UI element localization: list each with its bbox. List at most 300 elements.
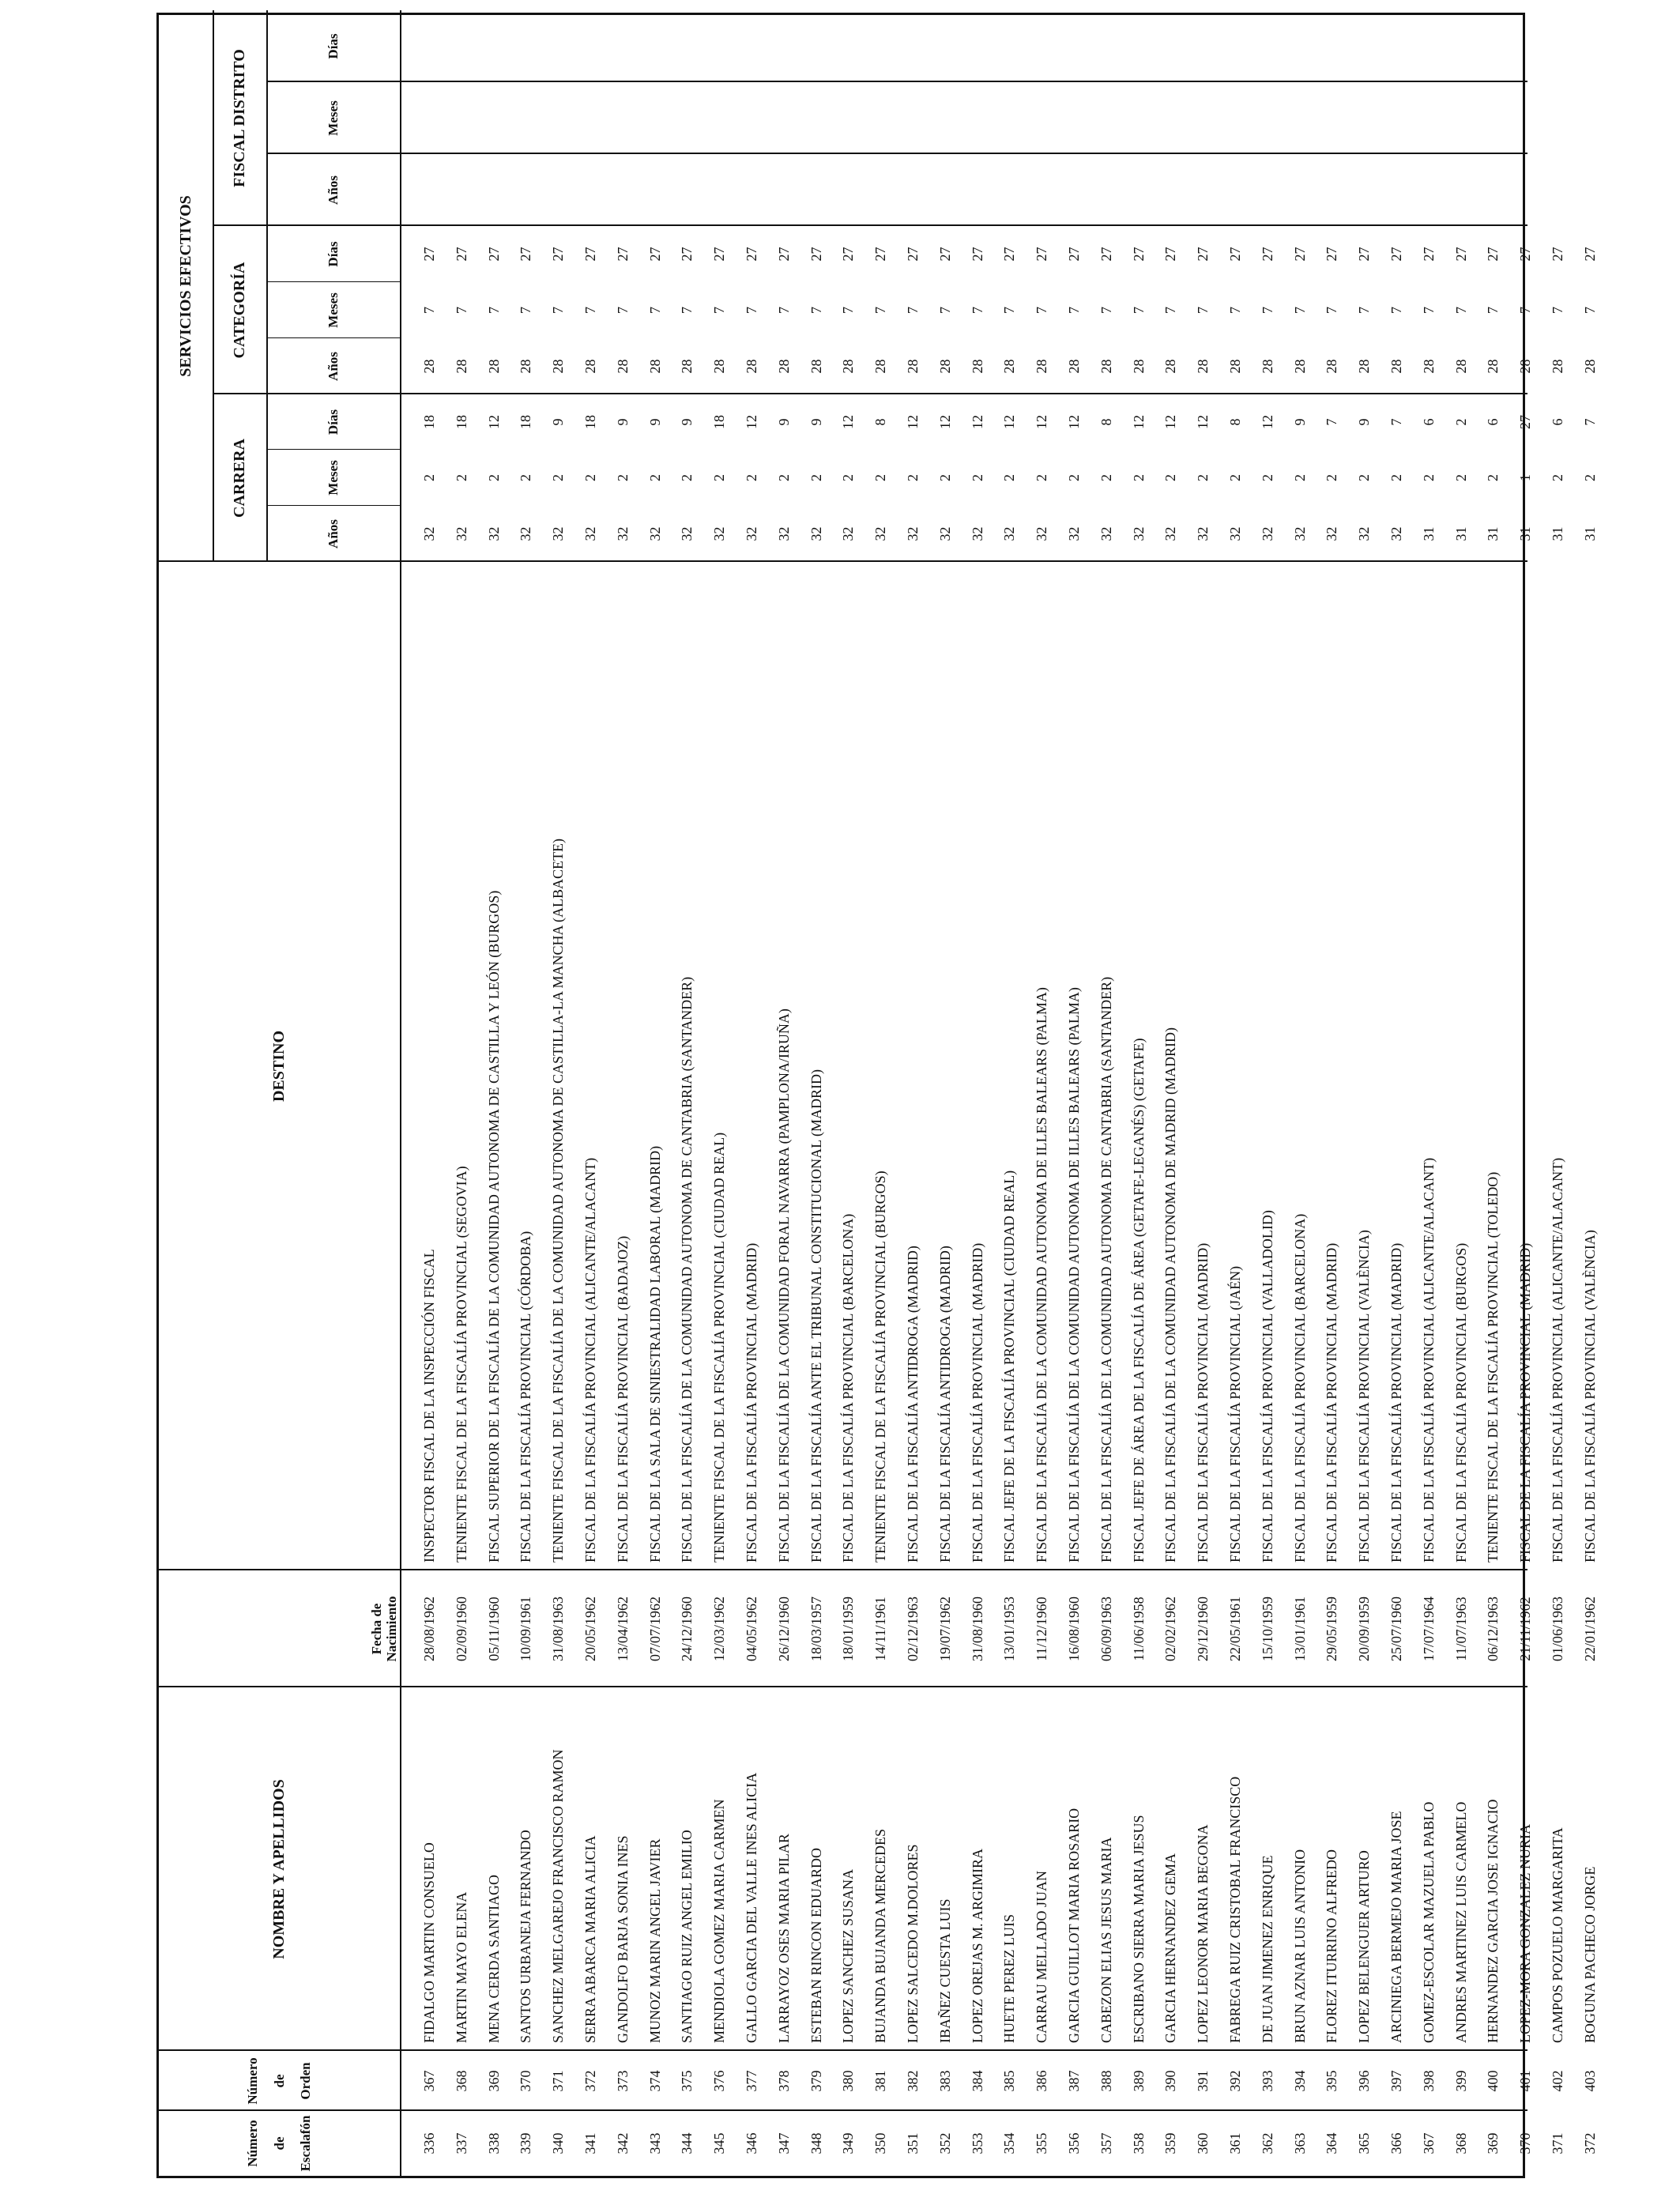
header-distrito-anos: Años bbox=[325, 175, 341, 205]
cell-carrera-meses: 2 bbox=[1420, 474, 1437, 481]
cell-nombre: LOPEZ OREJAS M. ARGIMIRA bbox=[969, 1848, 985, 2043]
cell-carrera-anos: 32 bbox=[1356, 526, 1373, 541]
cell-num-orden: 398 bbox=[1420, 2070, 1437, 2092]
cell-categoria-dias: 27 bbox=[936, 247, 953, 262]
cell-carrera-anos: 32 bbox=[582, 526, 598, 541]
cell-carrera-anos: 32 bbox=[872, 526, 889, 541]
table-row bbox=[768, 10, 800, 2176]
cell-nombre: IBAÑEZ CUESTA LUIS bbox=[936, 1898, 953, 2043]
cell-num-escalafon: 336 bbox=[421, 2132, 437, 2154]
cell-destino: TENIENTE FISCAL DE LA FISCALÍA PROVINCIAL (BURGOS) bbox=[872, 1171, 889, 1563]
cell-num-escalafon: 341 bbox=[582, 2132, 598, 2154]
cell-num-escalafon: 346 bbox=[744, 2132, 759, 2154]
header-num-escalafon-line2: de bbox=[271, 2136, 287, 2151]
cell-carrera-meses: 2 bbox=[872, 474, 889, 481]
cell-destino: FISCAL DE LA FISCALÍA PROVINCIAL (CÓRDOBA) bbox=[518, 1231, 534, 1563]
cell-nombre: LOPEZ SANCHEZ SUSANA bbox=[840, 1868, 857, 2043]
cell-destino: FISCAL DE LA FISCALÍA PROVINCIAL (MADRID) bbox=[969, 1242, 985, 1563]
cell-categoria-dias: 27 bbox=[1356, 247, 1373, 262]
cell-carrera-dias: 12 bbox=[485, 415, 502, 429]
cell-categoria-anos: 28 bbox=[1550, 359, 1565, 374]
cell-nombre: CAMPOS POZUELO MARGARITA bbox=[1550, 1827, 1565, 2043]
cell-carrera-dias: 9 bbox=[808, 418, 824, 426]
cell-fecha-nacimiento: 19/07/1962 bbox=[936, 1596, 953, 1662]
table-row bbox=[703, 10, 736, 2176]
cell-carrera-meses: 2 bbox=[775, 474, 792, 481]
cell-categoria-anos: 28 bbox=[969, 359, 985, 374]
cell-destino: FISCAL DE LA FISCALÍA ANTIDROGA (MADRID) bbox=[905, 1246, 921, 1563]
cell-carrera-dias: 9 bbox=[679, 418, 695, 426]
cell-categoria-dias: 27 bbox=[1130, 247, 1147, 262]
cell-carrera-meses: 2 bbox=[1195, 474, 1211, 481]
cell-carrera-anos: 32 bbox=[1162, 526, 1179, 541]
header-num-orden-line3: Orden bbox=[298, 2062, 314, 2100]
cell-carrera-meses: 2 bbox=[1485, 474, 1501, 481]
cell-categoria-dias: 27 bbox=[711, 247, 728, 262]
cell-fecha-nacimiento: 13/01/1961 bbox=[1291, 1596, 1308, 1662]
cell-destino: FISCAL JEFE DE LA FISCALÍA PROVINCIAL (CIUDAD REAL) bbox=[1001, 1170, 1018, 1563]
cell-destino: FISCAL DE LA FISCALÍA DE LA COMUNIDAD AUTONOMA DE ILLES BALEARS (PALMA) bbox=[1066, 987, 1082, 1563]
cell-carrera-anos: 32 bbox=[840, 526, 857, 541]
cell-fecha-nacimiento: 29/05/1959 bbox=[1324, 1596, 1340, 1662]
cell-num-escalafon: 338 bbox=[485, 2132, 502, 2154]
cell-categoria-anos: 28 bbox=[1291, 359, 1308, 374]
cell-num-orden: 388 bbox=[1098, 2070, 1114, 2092]
cell-categoria-meses: 7 bbox=[1098, 307, 1114, 314]
cell-carrera-anos: 32 bbox=[1130, 526, 1147, 541]
cell-nombre: SANTOS URBANEJA FERNANDO bbox=[518, 1830, 534, 2043]
cell-carrera-anos: 32 bbox=[905, 526, 921, 541]
cell-categoria-meses: 7 bbox=[1195, 307, 1211, 314]
cell-fecha-nacimiento: 22/05/1961 bbox=[1227, 1596, 1243, 1662]
cell-num-orden: 385 bbox=[1001, 2070, 1018, 2092]
cell-num-orden: 396 bbox=[1356, 2070, 1373, 2092]
cell-fecha-nacimiento: 18/03/1957 bbox=[808, 1596, 824, 1662]
subgroup-rule bbox=[266, 10, 268, 562]
cell-categoria-dias: 27 bbox=[453, 247, 469, 262]
cell-categoria-dias: 27 bbox=[421, 247, 437, 262]
cell-num-escalafon: 339 bbox=[518, 2132, 534, 2154]
cell-carrera-meses: 1 bbox=[1517, 474, 1534, 481]
table-row bbox=[800, 10, 833, 2176]
cell-destino: TENIENTE FISCAL DE LA FISCALÍA PROVINCIAL (TOLEDO) bbox=[1485, 1171, 1501, 1563]
cell-carrera-meses: 2 bbox=[1550, 474, 1565, 481]
cell-num-orden: 374 bbox=[646, 2070, 663, 2092]
cell-nombre: MENA CERDA SANTIAGO bbox=[485, 1874, 502, 2043]
cell-destino: FISCAL DE LA FISCALÍA DE LA COMUNIDAD AUTONOMA DE MADRID (MADRID) bbox=[1162, 1027, 1179, 1563]
cell-destino: FISCAL DE LA FISCALÍA PROVINCIAL (JAÉN) bbox=[1227, 1265, 1243, 1563]
cell-carrera-meses: 2 bbox=[421, 474, 437, 481]
table-row bbox=[1477, 10, 1509, 2176]
table-row bbox=[962, 10, 994, 2176]
cell-carrera-dias: 18 bbox=[582, 415, 598, 429]
cell-fecha-nacimiento: 02/02/1962 bbox=[1162, 1596, 1179, 1662]
cell-categoria-meses: 7 bbox=[1162, 307, 1179, 314]
header-categoria-dias: Días bbox=[325, 241, 341, 267]
cell-num-escalafon: 348 bbox=[808, 2132, 824, 2154]
cell-num-escalafon: 371 bbox=[1550, 2132, 1565, 2154]
cell-nombre: SANTIAGO RUIZ ANGEL EMILIO bbox=[679, 1830, 695, 2043]
cell-categoria-meses: 7 bbox=[646, 307, 663, 314]
cell-carrera-anos: 32 bbox=[1388, 526, 1404, 541]
cell-categoria-anos: 28 bbox=[518, 359, 534, 374]
cell-carrera-dias: 8 bbox=[1227, 418, 1243, 426]
cell-fecha-nacimiento: 05/11/1960 bbox=[485, 1596, 502, 1661]
cell-carrera-dias: 6 bbox=[1420, 418, 1437, 426]
cell-num-escalafon: 354 bbox=[1001, 2132, 1018, 2154]
table-row bbox=[897, 10, 929, 2176]
cell-carrera-anos: 32 bbox=[1034, 526, 1050, 541]
cell-carrera-anos: 32 bbox=[744, 526, 759, 541]
table-row bbox=[1542, 10, 1574, 2176]
cell-categoria-dias: 27 bbox=[550, 247, 567, 262]
cell-categoria-anos: 28 bbox=[1324, 359, 1340, 374]
cell-num-escalafon: 347 bbox=[775, 2132, 792, 2154]
cell-num-escalafon: 344 bbox=[679, 2132, 695, 2154]
cell-fecha-nacimiento: 31/08/1963 bbox=[550, 1596, 567, 1662]
cell-nombre: ESTEBAN RINCON EDUARDO bbox=[808, 1848, 824, 2043]
col-rule-sub-2 bbox=[266, 449, 400, 450]
header-carrera: CARRERA bbox=[230, 439, 248, 518]
cell-num-escalafon: 372 bbox=[1581, 2132, 1598, 2154]
cell-fecha-nacimiento: 24/12/1960 bbox=[679, 1596, 695, 1662]
cell-num-orden: 397 bbox=[1388, 2070, 1404, 2092]
cell-carrera-meses: 2 bbox=[936, 474, 953, 481]
cell-categoria-dias: 27 bbox=[744, 247, 759, 262]
table-row bbox=[1187, 10, 1219, 2176]
cell-destino: FISCAL DE LA FISCALÍA PROVINCIAL (MADRID) bbox=[1195, 1242, 1211, 1563]
cell-num-escalafon: 356 bbox=[1066, 2132, 1082, 2154]
cell-categoria-dias: 27 bbox=[1259, 247, 1275, 262]
cell-carrera-dias: 8 bbox=[1098, 418, 1114, 426]
cell-categoria-meses: 7 bbox=[1452, 307, 1469, 314]
cell-carrera-anos: 31 bbox=[1452, 526, 1469, 541]
cell-categoria-anos: 28 bbox=[1452, 359, 1469, 374]
cell-categoria-dias: 27 bbox=[872, 247, 889, 262]
cell-num-orden: 378 bbox=[775, 2070, 792, 2092]
cell-nombre: HERNANDEZ GARCIA JOSE IGNACIO bbox=[1485, 1799, 1501, 2043]
header-num-orden-line2: de bbox=[271, 2074, 287, 2088]
cell-carrera-meses: 2 bbox=[1259, 474, 1275, 481]
table-row bbox=[1316, 10, 1348, 2176]
cell-num-escalafon: 355 bbox=[1034, 2132, 1050, 2154]
cell-carrera-dias: 18 bbox=[453, 415, 469, 429]
cell-carrera-dias: 2 bbox=[1452, 418, 1469, 426]
cell-categoria-meses: 7 bbox=[872, 307, 889, 314]
table-row bbox=[1381, 10, 1413, 2176]
cell-categoria-meses: 7 bbox=[1581, 307, 1598, 314]
cell-destino: FISCAL DE LA FISCALÍA PROVINCIAL (ALICANTE/ALACANT) bbox=[1550, 1157, 1565, 1563]
cell-fecha-nacimiento: 25/07/1960 bbox=[1388, 1596, 1404, 1662]
table-row bbox=[1445, 10, 1478, 2176]
cell-categoria-anos: 28 bbox=[905, 359, 921, 374]
cell-num-escalafon: 360 bbox=[1195, 2132, 1211, 2154]
header-bottom-rule bbox=[400, 10, 401, 2176]
cell-nombre: HUETE PEREZ LUIS bbox=[1001, 1914, 1018, 2043]
cell-fecha-nacimiento: 04/05/1962 bbox=[744, 1596, 759, 1662]
escalafon-table bbox=[156, 13, 1598, 2178]
cell-carrera-meses: 2 bbox=[1388, 474, 1404, 481]
cell-destino: FISCAL DE LA FISCALÍA PROVINCIAL (BARCELONA) bbox=[840, 1213, 857, 1563]
cell-carrera-dias: 12 bbox=[744, 415, 759, 429]
cell-nombre: FLOREZ ITURRINO ALFREDO bbox=[1324, 1849, 1340, 2043]
cell-nombre: LOPEZ BELENGUER ARTURO bbox=[1356, 1850, 1373, 2043]
cell-categoria-anos: 28 bbox=[1356, 359, 1373, 374]
cell-categoria-anos: 28 bbox=[1195, 359, 1211, 374]
cell-num-escalafon: 370 bbox=[1517, 2132, 1534, 2154]
cell-num-escalafon: 351 bbox=[905, 2132, 921, 2154]
cell-categoria-meses: 7 bbox=[1388, 307, 1404, 314]
cell-fecha-nacimiento: 16/08/1960 bbox=[1066, 1596, 1082, 1662]
cell-fecha-nacimiento: 22/01/1962 bbox=[1581, 1596, 1598, 1662]
cell-categoria-dias: 27 bbox=[1066, 247, 1082, 262]
cell-categoria-anos: 28 bbox=[550, 359, 567, 374]
cell-carrera-dias: 7 bbox=[1388, 418, 1404, 426]
cell-carrera-meses: 2 bbox=[485, 474, 502, 481]
table-row bbox=[1026, 10, 1058, 2176]
cell-categoria-meses: 7 bbox=[614, 307, 631, 314]
cell-num-orden: 390 bbox=[1162, 2070, 1179, 2092]
cell-destino: FISCAL DE LA FISCALÍA PROVINCIAL (ALICANTE/ALACANT) bbox=[1420, 1157, 1437, 1563]
cell-carrera-anos: 32 bbox=[453, 526, 469, 541]
cell-num-orden: 394 bbox=[1291, 2070, 1308, 2092]
cell-nombre: GOMEZ-ESCOLAR MAZUELA PABLO bbox=[1420, 1801, 1437, 2043]
cell-carrera-dias: 12 bbox=[969, 415, 985, 429]
cell-destino: FISCAL DE LA FISCALÍA PROVINCIAL (VALÈNCIA) bbox=[1581, 1230, 1598, 1563]
cell-categoria-meses: 7 bbox=[1227, 307, 1243, 314]
cell-carrera-anos: 31 bbox=[1517, 526, 1534, 541]
cell-carrera-dias: 9 bbox=[550, 418, 567, 426]
cell-carrera-meses: 2 bbox=[969, 474, 985, 481]
cell-categoria-anos: 28 bbox=[1517, 359, 1534, 374]
cell-categoria-anos: 28 bbox=[485, 359, 502, 374]
cell-nombre: CARRAU MELLADO JUAN bbox=[1034, 1870, 1050, 2043]
cell-carrera-meses: 2 bbox=[1066, 474, 1082, 481]
table-row bbox=[639, 10, 672, 2176]
cell-fecha-nacimiento: 21/11/1962 bbox=[1517, 1596, 1534, 1661]
cell-num-orden: 387 bbox=[1066, 2070, 1082, 2092]
table-row bbox=[542, 10, 574, 2176]
cell-num-escalafon: 349 bbox=[840, 2132, 857, 2154]
cell-num-orden: 399 bbox=[1452, 2070, 1469, 2092]
cell-categoria-meses: 7 bbox=[936, 307, 953, 314]
header-num-orden-line1: Número bbox=[245, 2057, 261, 2105]
cell-categoria-meses: 7 bbox=[1066, 307, 1082, 314]
cell-num-orden: 393 bbox=[1259, 2070, 1275, 2092]
cell-categoria-anos: 28 bbox=[679, 359, 695, 374]
cell-destino: FISCAL DE LA FISCALÍA PROVINCIAL (MADRID) bbox=[1517, 1242, 1534, 1563]
cell-num-orden: 372 bbox=[582, 2070, 598, 2092]
cell-categoria-meses: 7 bbox=[1517, 307, 1534, 314]
cell-fecha-nacimiento: 01/06/1963 bbox=[1550, 1596, 1565, 1662]
cell-destino: FISCAL DE LA FISCALÍA DE LA COMUNIDAD AUTONOMA DE ILLES BALEARS (PALMA) bbox=[1034, 987, 1050, 1563]
table-row bbox=[607, 10, 639, 2176]
cell-nombre: LOPEZ-MORA GONZALEZ NURIA bbox=[1517, 1824, 1534, 2043]
cell-categoria-dias: 27 bbox=[1452, 247, 1469, 262]
cell-nombre: ESCRIBANO SIERRA MARIA JESUS bbox=[1130, 1815, 1147, 2043]
cell-fecha-nacimiento: 06/09/1963 bbox=[1098, 1596, 1114, 1662]
cell-fecha-nacimiento: 15/10/1959 bbox=[1259, 1596, 1275, 1662]
cell-categoria-dias: 27 bbox=[679, 247, 695, 262]
cell-categoria-dias: 27 bbox=[1324, 247, 1340, 262]
cell-fecha-nacimiento: 13/04/1962 bbox=[614, 1596, 631, 1662]
cell-categoria-dias: 27 bbox=[646, 247, 663, 262]
cell-categoria-anos: 28 bbox=[1162, 359, 1179, 374]
cell-destino: FISCAL DE LA FISCALÍA PROVINCIAL (MADRID) bbox=[1388, 1242, 1404, 1563]
cell-carrera-anos: 32 bbox=[550, 526, 567, 541]
header-servicios-efectivos: SERVICIOS EFECTIVOS bbox=[176, 195, 194, 377]
cell-nombre: SANCHEZ MELGAREJO FRANCISCO RAMON bbox=[550, 1749, 567, 2043]
cell-categoria-anos: 28 bbox=[1388, 359, 1404, 374]
cell-fecha-nacimiento: 02/12/1963 bbox=[905, 1596, 921, 1662]
cell-carrera-meses: 2 bbox=[1001, 474, 1018, 481]
cell-carrera-dias: 18 bbox=[421, 415, 437, 429]
cell-num-orden: 381 bbox=[872, 2070, 889, 2092]
header-num-escalafon-line1: Número bbox=[245, 2120, 261, 2167]
cell-carrera-anos: 32 bbox=[1324, 526, 1340, 541]
cell-num-orden: 391 bbox=[1195, 2070, 1211, 2092]
cell-num-orden: 371 bbox=[550, 2070, 567, 2092]
table-row bbox=[1090, 10, 1123, 2176]
cell-nombre: GALLO GARCIA DEL VALLE INES ALICIA bbox=[744, 1772, 759, 2043]
cell-num-orden: 367 bbox=[421, 2070, 437, 2092]
cell-categoria-dias: 27 bbox=[1162, 247, 1179, 262]
cell-num-escalafon: 368 bbox=[1452, 2132, 1469, 2154]
table-row bbox=[574, 10, 607, 2176]
cell-categoria-dias: 27 bbox=[969, 247, 985, 262]
cell-carrera-dias: 12 bbox=[936, 415, 953, 429]
cell-carrera-meses: 2 bbox=[808, 474, 824, 481]
cell-num-orden: 380 bbox=[840, 2070, 857, 2092]
cell-categoria-anos: 28 bbox=[1001, 359, 1018, 374]
header-nombre: NOMBRE Y APELLIDOS bbox=[270, 1779, 288, 1959]
cell-carrera-dias: 12 bbox=[1034, 415, 1050, 429]
cell-categoria-dias: 27 bbox=[485, 247, 502, 262]
header-carrera-dias: Días bbox=[325, 409, 341, 435]
cell-categoria-dias: 27 bbox=[1001, 247, 1018, 262]
table-row bbox=[510, 10, 542, 2176]
table-row bbox=[1574, 10, 1607, 2176]
cell-carrera-dias: 12 bbox=[1130, 415, 1147, 429]
cell-categoria-meses: 7 bbox=[840, 307, 857, 314]
cell-categoria-dias: 27 bbox=[1420, 247, 1437, 262]
cell-num-orden: 392 bbox=[1227, 2070, 1243, 2092]
cell-num-orden: 373 bbox=[614, 2070, 631, 2092]
cell-fecha-nacimiento: 10/09/1961 bbox=[518, 1596, 534, 1662]
cell-carrera-anos: 32 bbox=[1227, 526, 1243, 541]
cell-num-orden: 389 bbox=[1130, 2070, 1147, 2092]
cell-categoria-meses: 7 bbox=[1001, 307, 1018, 314]
cell-categoria-anos: 28 bbox=[453, 359, 469, 374]
table-row bbox=[478, 10, 510, 2176]
cell-categoria-meses: 7 bbox=[808, 307, 824, 314]
cell-destino: FISCAL DE LA FISCALÍA DE LA COMUNIDAD AUTONOMA DE CANTABRIA (SANTANDER) bbox=[679, 976, 695, 1563]
cell-carrera-anos: 32 bbox=[421, 526, 437, 541]
cell-destino: FISCAL JEFE DE ÁREA DE LA FISCALÍA DE ÁREA (GETAFE-LEGANÉS) (GETAFE) bbox=[1130, 1038, 1147, 1563]
cell-num-escalafon: 367 bbox=[1420, 2132, 1437, 2154]
table-row bbox=[929, 10, 962, 2176]
cell-fecha-nacimiento: 28/08/1962 bbox=[421, 1596, 437, 1662]
cell-categoria-dias: 27 bbox=[1034, 247, 1050, 262]
cell-carrera-anos: 32 bbox=[1291, 526, 1308, 541]
cell-categoria-dias: 27 bbox=[614, 247, 631, 262]
cell-carrera-anos: 32 bbox=[1001, 526, 1018, 541]
cell-num-orden: 382 bbox=[905, 2070, 921, 2092]
cell-nombre: CABEZON ELIAS JESUS MARIA bbox=[1098, 1837, 1114, 2043]
cell-carrera-anos: 32 bbox=[614, 526, 631, 541]
cell-destino: FISCAL DE LA FISCALÍA DE LA COMUNIDAD AUTONOMA DE CANTABRIA (SANTANDER) bbox=[1098, 976, 1114, 1563]
cell-nombre: MUNOZ MARIN ANGEL JAVIER bbox=[646, 1838, 663, 2043]
cell-carrera-meses: 2 bbox=[1291, 474, 1308, 481]
col-rule-sub-4 bbox=[266, 281, 400, 282]
cell-destino: FISCAL DE LA FISCALÍA PROVINCIAL (BURGOS) bbox=[1452, 1242, 1469, 1563]
cell-categoria-anos: 28 bbox=[872, 359, 889, 374]
cell-categoria-dias: 27 bbox=[1485, 247, 1501, 262]
cell-categoria-meses: 7 bbox=[1420, 307, 1437, 314]
cell-carrera-meses: 2 bbox=[905, 474, 921, 481]
cell-num-escalafon: 366 bbox=[1388, 2132, 1404, 2154]
cell-categoria-anos: 28 bbox=[1581, 359, 1598, 374]
table-row bbox=[1058, 10, 1090, 2176]
cell-fecha-nacimiento: 26/12/1960 bbox=[775, 1596, 792, 1662]
cell-destino: INSPECTOR FISCAL DE LA INSPECCIÓN FISCAL bbox=[421, 1249, 437, 1563]
cell-carrera-anos: 31 bbox=[1581, 526, 1598, 541]
cell-categoria-anos: 28 bbox=[840, 359, 857, 374]
cell-fecha-nacimiento: 14/11/1961 bbox=[872, 1596, 889, 1661]
table-row bbox=[1155, 10, 1187, 2176]
cell-carrera-anos: 31 bbox=[1485, 526, 1501, 541]
header-carrera-meses: Meses bbox=[325, 460, 341, 496]
cell-carrera-dias: 18 bbox=[518, 415, 534, 429]
cell-num-escalafon: 337 bbox=[453, 2132, 469, 2154]
cell-categoria-anos: 28 bbox=[1227, 359, 1243, 374]
header-destino: DESTINO bbox=[270, 1030, 288, 1103]
cell-carrera-meses: 2 bbox=[1581, 474, 1598, 481]
cell-fecha-nacimiento: 20/09/1959 bbox=[1356, 1596, 1373, 1662]
cell-carrera-anos: 32 bbox=[485, 526, 502, 541]
cell-num-orden: 383 bbox=[936, 2070, 953, 2092]
cell-fecha-nacimiento: 02/09/1960 bbox=[453, 1596, 469, 1662]
cell-nombre: BUJANDA BUJANDA MERCEDES bbox=[872, 1828, 889, 2043]
cell-categoria-dias: 27 bbox=[808, 247, 824, 262]
cell-fecha-nacimiento: 06/12/1963 bbox=[1485, 1596, 1501, 1662]
cell-carrera-meses: 2 bbox=[1034, 474, 1050, 481]
header-distrito-dias: Días bbox=[325, 33, 341, 59]
cell-nombre: BRUN AZNAR LUIS ANTONIO bbox=[1291, 1849, 1308, 2043]
cell-carrera-meses: 2 bbox=[1130, 474, 1147, 481]
cell-fecha-nacimiento: 12/03/1962 bbox=[711, 1596, 728, 1662]
cell-nombre: BOGUNA PACHECO JORGE bbox=[1581, 1866, 1598, 2043]
cell-carrera-meses: 2 bbox=[711, 474, 728, 481]
cell-num-orden: 368 bbox=[453, 2070, 469, 2092]
cell-num-escalafon: 362 bbox=[1259, 2132, 1275, 2154]
table-row bbox=[1413, 10, 1445, 2176]
cell-num-orden: 377 bbox=[744, 2070, 759, 2092]
header-num-escalafon-line3: Escalafón bbox=[298, 2115, 314, 2172]
cell-categoria-meses: 7 bbox=[582, 307, 598, 314]
cell-num-escalafon: 350 bbox=[872, 2132, 889, 2154]
cell-carrera-anos: 32 bbox=[1259, 526, 1275, 541]
cell-num-orden: 375 bbox=[679, 2070, 695, 2092]
col-rule-sub-3 bbox=[266, 337, 400, 338]
cell-categoria-dias: 27 bbox=[840, 247, 857, 262]
header-categoria-meses: Meses bbox=[325, 292, 341, 328]
cell-categoria-anos: 28 bbox=[1098, 359, 1114, 374]
table-row bbox=[993, 10, 1026, 2176]
cell-carrera-anos: 31 bbox=[1420, 526, 1437, 541]
cell-num-escalafon: 363 bbox=[1291, 2132, 1308, 2154]
table-row bbox=[832, 10, 864, 2176]
